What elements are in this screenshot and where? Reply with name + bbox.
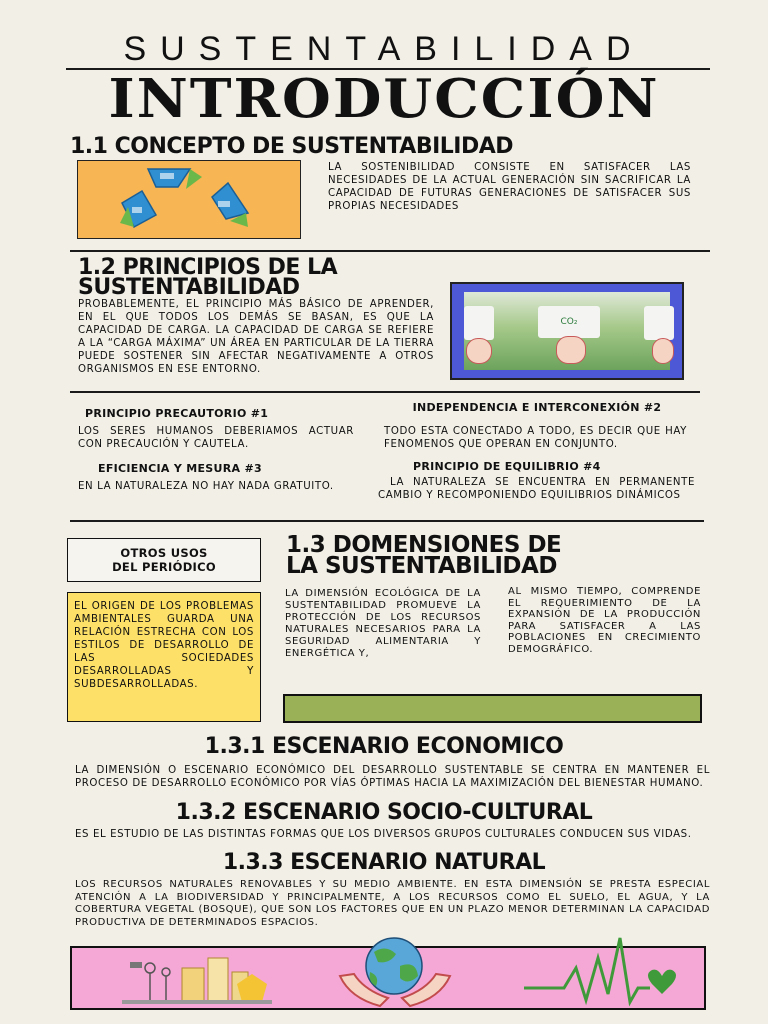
page-title: INTRODUCCIÓN	[108, 67, 660, 131]
principle-3-body: EN LA NATURALEZA NO HAY NADA GRATUITO.	[78, 481, 334, 492]
section-1-1-body: LA SOSTENIBILIDAD CONSISTE EN SATISFACER LAS NECESIDADES DE LA ACTUAL GENERACIÓN SIN SACRIFICAR LA CAPACIDAD DE FUTURAS GENERACIONES DE SATISFACER SUS PROPIAS NECESIDADES	[328, 162, 691, 212]
principle-4-title: PRINCIPIO DE EQUILIBRIO #4	[413, 460, 601, 473]
hand-center	[556, 336, 586, 364]
otros-usos-title-box	[67, 538, 261, 582]
principle-2-body: TODO ESTA CONECTADO A TODO, ES DECIR QUE HAY FENOMENOS QUE OPERAN EN CONJUNTO.	[384, 426, 687, 450]
section-1-3-3-heading: 1.3.3 ESCENARIO NATURAL	[222, 850, 546, 875]
principle-3-title: EFICIENCIA Y MESURA #3	[98, 462, 262, 475]
earth-in-hands-icon	[330, 936, 460, 1010]
photo-card-left	[464, 306, 494, 340]
otros-usos-title-line2: DEL PERIÓDICO	[112, 560, 216, 574]
section-1-3-col1: LA DIMENSIÓN ECOLÓGICA DE LA SUSTENTABILIDAD PROMUEVE LA PROTECCIÓN DE LOS RECURSOS NATURALES NECESARIOS PARA LA SEGURIDAD ALIMENTARIA Y ENERGÉTICA Y,	[285, 588, 481, 659]
section-1-3-1-body: LA DIMENSIÓN O ESCENARIO ECONÓMICO DEL DESARROLLO SUSTENTABLE SE CENTRA EN MANTENER EL PROCESO DE DESARROLLO ECONÓMICO POR VÍAS ÓPTIMAS HACIA LA MAXIMIZACIÓN DEL BIENESTAR HUMANO.	[75, 765, 710, 789]
photo-card-right	[644, 306, 674, 340]
co2-photo-frame	[450, 282, 684, 380]
olive-bar	[283, 694, 702, 723]
hand-left	[466, 338, 492, 364]
divider-3	[70, 520, 704, 522]
kicker-title: SUSTENTABILIDAD	[123, 30, 645, 68]
otros-usos-box	[67, 592, 261, 722]
principle-2-title: INDEPENDENCIA E INTERCONEXIÓN #2	[412, 401, 662, 414]
footer-banner	[70, 946, 706, 1010]
hand-right	[652, 338, 674, 364]
eco-city-icon	[122, 950, 292, 1008]
section-1-2-heading-line1: 1.2 PRINCIPIOS DE LA	[78, 255, 338, 280]
divider-1	[70, 250, 710, 252]
otros-usos-title-line1: OTROS USOS	[120, 546, 208, 560]
principle-1-body: LOS SERES HUMANOS DEBERIAMOS ACTUAR CON PRECAUCIÓN Y CAUTELA.	[78, 426, 354, 450]
section-1-3-3-body: LOS RECURSOS NATURALES RENOVABLES Y SU MEDIO AMBIENTE. EN ESTA DIMENSIÓN SE PRESTA ESPECIAL ATENCIÓN A LA BIODIVERSIDAD Y PRINCIPALMENTE, A LOS RECURSOS COMO EL SUELO, EL AGUA, Y LA COBERTURA VEGETAL (BOSQUE), QUE SON LOS FACTORES QUE EN UN PLAZO MENOR DETERMINAN LA CAPACIDAD PRODUCTIVA DE DETERMINADOS ESPACIOS.	[75, 879, 710, 928]
heartbeat-leaf-icon	[524, 928, 684, 1012]
section-1-3-2-body: ES EL ESTUDIO DE LAS DISTINTAS FORMAS QUE LOS DIVERSOS GRUPOS CULTURALES CONDUCEN SUS VIDAS.	[75, 829, 692, 840]
section-1-2-heading-line2: SUSTENTABILIDAD	[78, 275, 300, 300]
principle-1-title: PRINCIPIO PRECAUTORIO #1	[85, 407, 269, 420]
principle-4-body: LA NATURALEZA SE ENCUENTRA EN PERMANENTE CAMBIO Y RECOMPONIENDO EQUILIBRIOS DINÁMICOS	[378, 477, 695, 501]
section-1-3-col2: AL MISMO TIEMPO, COMPRENDE EL REQUERIMIENTO DE LA EXPANSIÓN DE LA PRODUCCIÓN PARA SATISFACER A LAS POBLACIONES EN CRECIMIENTO DEMOGRÁFICO.	[508, 586, 701, 655]
co2-card: CO₂	[538, 306, 600, 338]
section-1-3-1-heading: 1.3.1 ESCENARIO ECONOMICO	[204, 734, 564, 759]
otros-usos-body: EL ORIGEN DE LOS PROBLEMAS AMBIENTALES GUARDA UNA RELACIÓN ESTRECHA CON LOS ESTILOS DE DESARROLLO DE LAS SOCIEDADES DESARROLLADAS Y SUBDESARROLLADAS.	[74, 601, 254, 690]
divider-2	[70, 391, 700, 393]
section-1-3-heading-line1: 1.3 DOMENSIONES DE	[286, 532, 562, 558]
section-1-3-2-heading: 1.3.2 ESCENARIO SOCIO-CULTURAL	[175, 800, 593, 825]
recycle-image	[77, 160, 301, 239]
section-1-3-heading-line2: LA SUSTENTABILIDAD	[286, 553, 557, 579]
section-1-1-heading: 1.1 CONCEPTO DE SUSTENTABILIDAD	[70, 134, 514, 159]
recycle-icon	[78, 161, 302, 240]
section-1-2-body: PROBABLEMENTE, EL PRINCIPIO MÁS BÁSICO DE APRENDER, EN EL QUE TODOS LOS DEMÁS SE BASAN, ES QUE LA CAPACIDAD DE CARGA. LA CAPACIDAD DE CARGA SE REFIERE A LA “CARGA MÁXIMA” UN ÁREA EN PARTICULAR DE LA TIERRA PUEDE SOSTENER SIN AFECTAR NEGATIVAMENTE A OTROS ORGANISMOS EN ESE ENTORNO.	[78, 299, 434, 375]
